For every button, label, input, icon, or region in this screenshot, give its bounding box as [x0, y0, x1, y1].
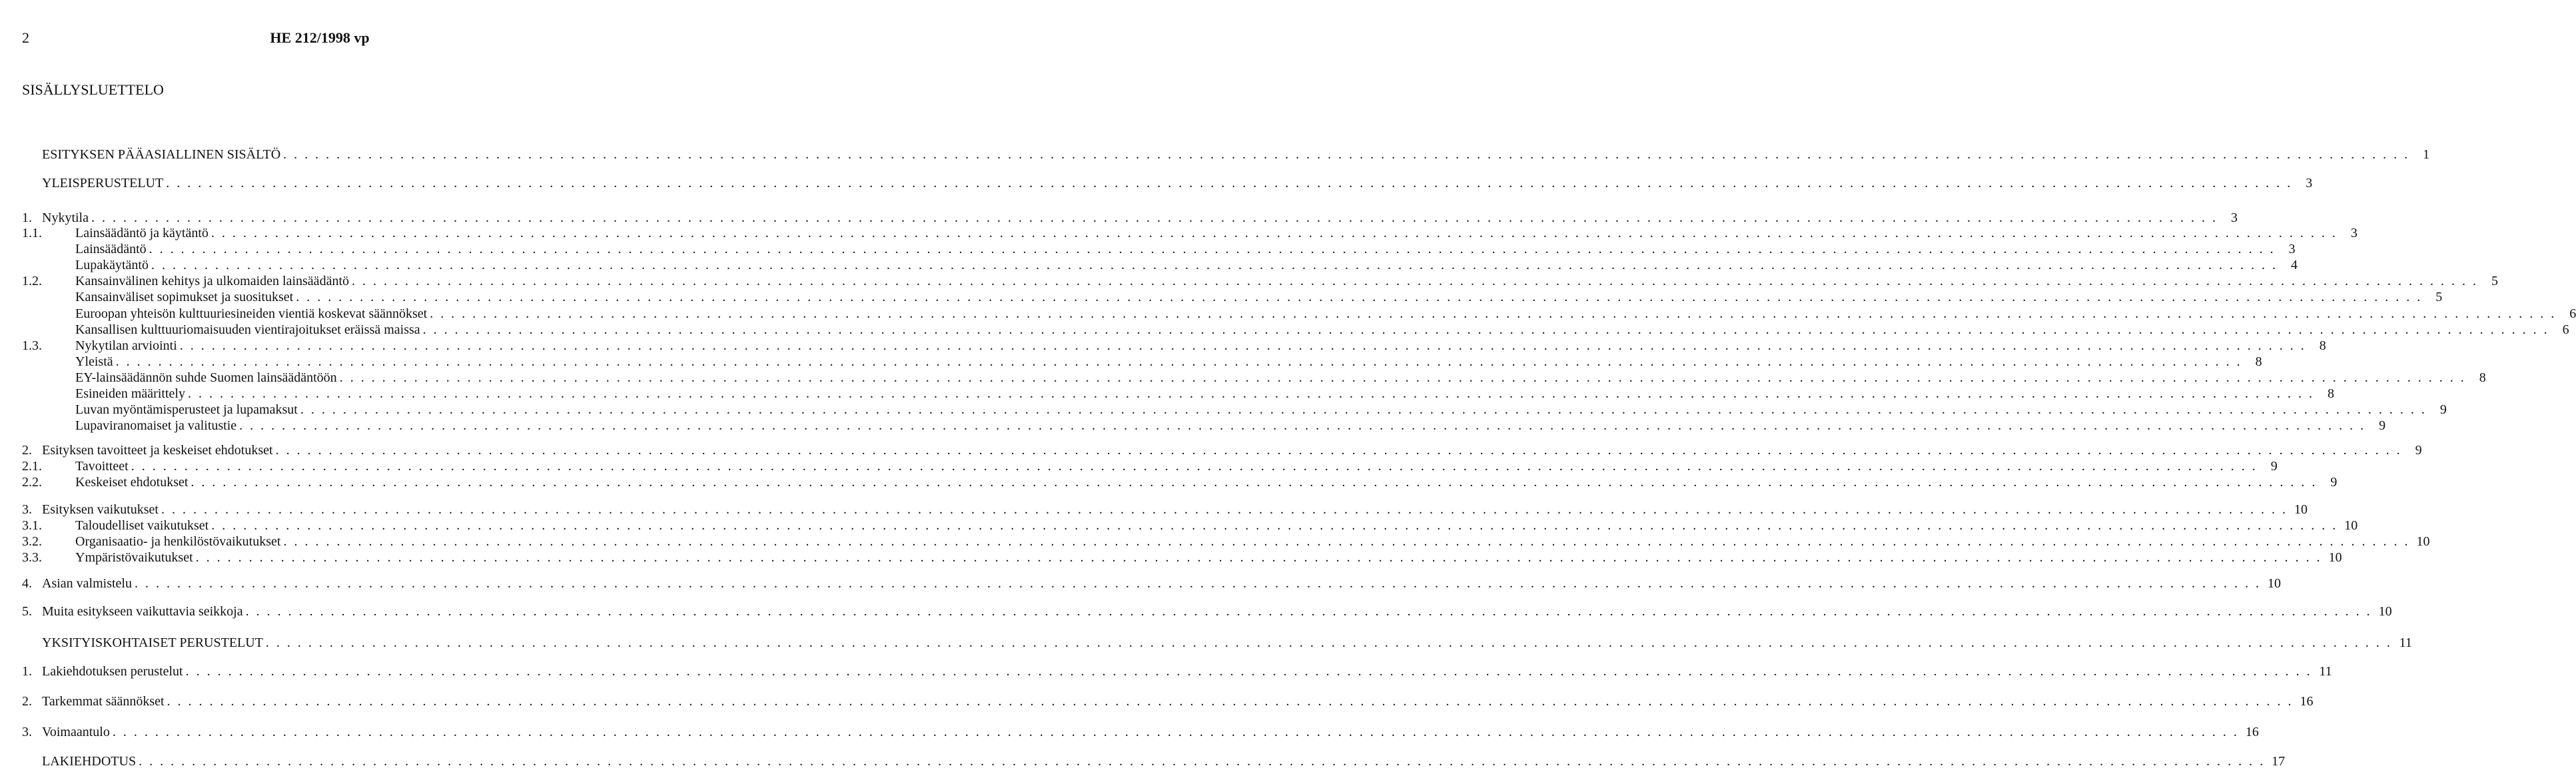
toc-entry-page: 10 [2344, 518, 2358, 533]
toc-entry-number: 1.3. [22, 338, 42, 353]
dot-leader: . . . . . . . . . . . . . . . . . . . . . . . . . . . . . . . . . . . . . . . . . . . . . . . . . . . . . . . . . . . . . . . . . . . . . . . . . . . . . . . . . . . . . . . . . . . . . . . . . . . . . . . . . . . . . . . . . . . . . . . . . . . . . . . . . . . . . . . . . . . . . . . . . . . . . . . . . . . . . . . . . . . . . . . . . . . . . . . . . . . . . . . . . . . . . . . . . . . . . . . . [300, 402, 2427, 417]
toc-entry-page: 10 [2294, 502, 2308, 517]
toc-entry-label: Yleistä [75, 354, 113, 369]
toc-entry [75, 306, 2576, 322]
dot-leader: . . . . . . . . . . . . . . . . . . . . . . . . . . . . . . . . . . . . . . . . . . . . . . . . . . . . . . . . . . . . . . . . . . . . . . . . . . . . . . . . . . . . . . . . . . . . . . . . . . . . . . . . . . . . . . . . . . . . . . . . . . . . . . . . . . . . . . . . . . . . . . . . . . . . . . . . . . . . . . . . . . . . . . . . . . . . . . . . . . . . . . . . . . . . . . . . . . . . . . . . [211, 518, 2338, 533]
toc-entry [22, 724, 2259, 740]
toc-entry [22, 550, 2342, 566]
toc-entry-label: Ympäristövaikutukset [75, 550, 193, 565]
toc-entry-page: 10 [2378, 604, 2392, 619]
toc-entry-number: 5. [22, 604, 32, 619]
toc-entry-page: 1 [2423, 147, 2430, 162]
toc-entry-number: 2. [22, 443, 32, 458]
toc-entry [75, 241, 2296, 257]
toc-entry [42, 635, 2412, 651]
toc-entry-label: Kansallisen kulttuuriomaisuuden vientirajoitukset eräissä maissa [75, 322, 420, 337]
dot-leader: . . . . . . . . . . . . . . . . . . . . . . . . . . . . . . . . . . . . . . . . . . . . . . . . . . . . . . . . . . . . . . . . . . . . . . . . . . . . . . . . . . . . . . . . . . . . . . . . . . . . . . . . . . . . . . . . . . . . . . . . . . . . . . . . . . . . . . . . . . . . . . . . . . . . . . . . . . . . . . . . . . . . . . . . . . . . . . . . . . . . . . . . . . . . . . . . . . . . . . . . [151, 258, 2278, 272]
toc-entry-label: Lupakäytäntö [75, 258, 149, 272]
toc-entry-label: Esityksen vaikutukset [42, 502, 159, 517]
toc-entry [22, 273, 2498, 289]
toc-entry-label: Keskeiset ehdotukset [75, 475, 189, 490]
dot-leader: . . . . . . . . . . . . . . . . . . . . . . . . . . . . . . . . . . . . . . . . . . . . . . . . . . . . . . . . . . . . . . . . . . . . . . . . . . . . . . . . . . . . . . . . . . . . . . . . . . . . . . . . . . . . . . . . . . . . . . . . . . . . . . . . . . . . . . . . . . . . . . . . . . . . . . . . . . . . . . . . . . . . . . . . . . . . . . . . . . . . . . . . . . . . . . . . . . . . . . . . [245, 604, 2372, 619]
toc-entry [42, 175, 2313, 191]
toc-entry [42, 147, 2430, 163]
toc-entry [22, 576, 2281, 591]
toc-entry-page: 3 [2231, 210, 2238, 225]
toc-entry-page: 11 [2399, 635, 2412, 650]
toc-entry [75, 386, 2334, 402]
toc-entry-label: Nykytila [42, 210, 89, 225]
toc-entry-number: 3.3. [22, 550, 42, 565]
dot-leader: . . . . . . . . . . . . . . . . . . . . . . . . . . . . . . . . . . . . . . . . . . . . . . . . . . . . . . . . . . . . . . . . . . . . . . . . . . . . . . . . . . . . . . . . . . . . . . . . . . . . . . . . . . . . . . . . . . . . . . . . . . . . . . . . . . . . . . . . . . . . . . . . . . . . . . . . . . . . . . . . . . . . . . . . . . . . . . . . . . . . . . . . . . . . . . . . . . . . . . . . [191, 475, 2318, 490]
toc-entry-label: Lainsäädäntö ja käytäntö [75, 226, 209, 240]
toc-entry-label: Tavoitteet [75, 459, 129, 474]
toc-entry-label: Lakiehdotuksen perustelut [42, 664, 183, 679]
toc-entry-label: YLEISPERUSTELUT [42, 176, 164, 191]
toc-entry-label: Esineiden määrittely [75, 386, 185, 401]
toc-entry [42, 753, 2286, 769]
toc-entry-number: 1.2. [22, 274, 42, 288]
dot-leader: . . . . . . . . . . . . . . . . . . . . . . . . . . . . . . . . . . . . . . . . . . . . . . . . . . . . . . . . . . . . . . . . . . . . . . . . . . . . . . . . . . . . . . . . . . . . . . . . . . . . . . . . . . . . . . . . . . . . . . . . . . . . . . . . . . . . . . . . . . . . . . . . . . . . . . . . . . . . . . . . . . . . . . . . . . . . . . . . . . . . . . . . . . . . . . . . . . . . . . . . [115, 354, 2242, 369]
toc-entry-page: 17 [2272, 754, 2286, 769]
dot-leader: . . . . . . . . . . . . . . . . . . . . . . . . . . . . . . . . . . . . . . . . . . . . . . . . . . . . . . . . . . . . . . . . . . . . . . . . . . . . . . . . . . . . . . . . . . . . . . . . . . . . . . . . . . . . . . . . . . . . . . . . . . . . . . . . . . . . . . . . . . . . . . . . . . . . . . . . . . . . . . . . . . . . . . . . . . . . . . . . . . . . . . . . . . . . . . . . . . . . . . . . [265, 635, 2392, 650]
toc-entry-label: Voimaantulo [42, 725, 110, 739]
toc-entry [75, 354, 2262, 370]
toc-entry [22, 518, 2358, 534]
dot-leader: . . . . . . . . . . . . . . . . . . . . . . . . . . . . . . . . . . . . . . . . . . . . . . . . . . . . . . . . . . . . . . . . . . . . . . . . . . . . . . . . . . . . . . . . . . . . . . . . . . . . . . . . . . . . . . . . . . . . . . . . . . . . . . . . . . . . . . . . . . . . . . . . . . . . . . . . . . . . . . . . . . . . . . . . . . . . . . . . . . . . . . . . . . . . . . . . . . . . . . . . [131, 459, 2258, 474]
toc-entry-page: 3 [2306, 176, 2313, 191]
toc-entry [22, 534, 2430, 550]
toc-entry [22, 502, 2308, 518]
toc-entry [22, 603, 2392, 619]
toc-entry-label: Asian valmistelu [42, 576, 132, 591]
toc-entry-page: 10 [2416, 534, 2430, 549]
toc-entry-number: 2.1. [22, 459, 42, 474]
toc-entry-label: Esityksen tavoitteet ja keskeiset ehdotukset [42, 443, 273, 458]
toc-entry [22, 693, 2314, 709]
toc-entry-label: Luvan myöntämisperusteet ja lupamaksut [75, 402, 298, 417]
toc-entry-label: EY-lainsäädännön suhde Suomen lainsäädäntöön [75, 370, 337, 385]
toc-entry-page: 4 [2290, 258, 2298, 272]
toc-entry-number: 1. [22, 210, 32, 225]
toc-entry-label: Muita esitykseen vaikuttavia seikkoja [42, 604, 243, 619]
toc-entry-label: Kansainvälinen kehitys ja ulkomaiden lainsäädäntö [75, 274, 349, 288]
dot-leader: . . . . . . . . . . . . . . . . . . . . . . . . . . . . . . . . . . . . . . . . . . . . . . . . . . . . . . . . . . . . . . . . . . . . . . . . . . . . . . . . . . . . . . . . . . . . . . . . . . . . . . . . . . . . . . . . . . . . . . . . . . . . . . . . . . . . . . . . . . . . . . . . . . . . . . . . . . . . . . . . . . . . . . . . . . . . . . . . . . . . . . . . . . . . . . . . . . . . . . . . [185, 664, 2312, 679]
toc-entry-page: 10 [2267, 576, 2281, 591]
toc-entry-label: Tarkemmat säännökset [42, 694, 165, 709]
toc-entry-label: Taloudelliset vaikutukset [75, 518, 209, 533]
dot-leader: . . . . . . . . . . . . . . . . . . . . . . . . . . . . . . . . . . . . . . . . . . . . . . . . . . . . . . . . . . . . . . . . . . . . . . . . . . . . . . . . . . . . . . . . . . . . . . . . . . . . . . . . . . . . . . . . . . . . . . . . . . . . . . . . . . . . . . . . . . . . . . . . . . . . . . . . . . . . . . . . . . . . . . . . . . . . . . . . . . . . . . . . . . . . . . . . . . . . . . . . [134, 576, 2261, 591]
dot-leader: . . . . . . . . . . . . . . . . . . . . . . . . . . . . . . . . . . . . . . . . . . . . . . . . . . . . . . . . . . . . . . . . . . . . . . . . . . . . . . . . . . . . . . . . . . . . . . . . . . . . . . . . . . . . . . . . . . . . . . . . . . . . . . . . . . . . . . . . . . . . . . . . . . . . . . . . . . . . . . . . . . . . . . . . . . . . . . . . . . . . . . . . . . . . . . . . . . . . . . . . [352, 274, 2478, 288]
toc-entry-number: 2.2. [22, 475, 42, 490]
toc-entry-page: 6 [2569, 306, 2576, 321]
dot-leader: . . . . . . . . . . . . . . . . . . . . . . . . . . . . . . . . . . . . . . . . . . . . . . . . . . . . . . . . . . . . . . . . . . . . . . . . . . . . . . . . . . . . . . . . . . . . . . . . . . . . . . . . . . . . . . . . . . . . . . . . . . . . . . . . . . . . . . . . . . . . . . . . . . . . . . . . . . . . . . . . . . . . . . . . . . . . . . . . . . . . . . . . . . . . . . . . . . . . . . . . [187, 386, 2314, 401]
toc-entry-label: Nykytilan arviointi [75, 338, 177, 353]
toc-entry-number: 4. [22, 576, 32, 591]
toc-entry [22, 225, 2358, 241]
toc-entry-page: 9 [2379, 418, 2386, 433]
toc-entry-page: 8 [2319, 338, 2326, 353]
toc-entry-number: 1. [22, 664, 32, 679]
toc-entry-number: 3. [22, 502, 32, 517]
toc-entry-page: 8 [2255, 354, 2262, 369]
toc-entry-label: YKSITYISKOHTAISET PERUSTELUT [42, 635, 263, 650]
toc-entry-number: 3.2. [22, 534, 42, 549]
toc-entry [22, 338, 2326, 354]
toc-entry-page: 3 [2350, 226, 2358, 240]
toc-entry-label: Organisaatio- ja henkilöstövaikutukset [75, 534, 281, 549]
toc-entry-page: 3 [2288, 242, 2296, 256]
toc-entry-page: 16 [2300, 694, 2314, 709]
dot-leader: . . . . . . . . . . . . . . . . . . . . . . . . . . . . . . . . . . . . . . . . . . . . . . . . . . . . . . . . . . . . . . . . . . . . . . . . . . . . . . . . . . . . . . . . . . . . . . . . . . . . . . . . . . . . . . . . . . . . . . . . . . . . . . . . . . . . . . . . . . . . . . . . . . . . . . . . . . . . . . . . . . . . . . . . . . . . . . . . . . . . . . . . . . . . . . . . . . . . . . . . [283, 147, 2410, 162]
toc-entry [22, 442, 2422, 458]
toc-entry [22, 474, 2338, 490]
document-id: HE 212/1998 vp [270, 29, 370, 46]
toc-entry-page: 9 [2439, 402, 2447, 417]
dot-leader: . . . . . . . . . . . . . . . . . . . . . . . . . . . . . . . . . . . . . . . . . . . . . . . . . . . . . . . . . . . . . . . . . . . . . . . . . . . . . . . . . . . . . . . . . . . . . . . . . . . . . . . . . . . . . . . . . . . . . . . . . . . . . . . . . . . . . . . . . . . . . . . . . . . . . . . . . . . . . . . . . . . . . . . . . . . . . . . . . . . . . . . . . . . . . . . . . . . . . . . . [179, 338, 2306, 353]
toc-entry [75, 370, 2486, 386]
dot-leader: . . . . . . . . . . . . . . . . . . . . . . . . . . . . . . . . . . . . . . . . . . . . . . . . . . . . . . . . . . . . . . . . . . . . . . . . . . . . . . . . . . . . . . . . . . . . . . . . . . . . . . . . . . . . . . . . . . . . . . . . . . . . . . . . . . . . . . . . . . . . . . . . . . . . . . . . . . . . . . . . . . . . . . . . . . . . . . . . . . . . . . . . . . . . . . . . . . . . . . . . [139, 754, 2266, 769]
dot-leader: . . . . . . . . . . . . . . . . . . . . . . . . . . . . . . . . . . . . . . . . . . . . . . . . . . . . . . . . . . . . . . . . . . . . . . . . . . . . . . . . . . . . . . . . . . . . . . . . . . . . . . . . . . . . . . . . . . . . . . . . . . . . . . . . . . . . . . . . . . . . . . . . . . . . . . . . . . . . . . . . . . . . . . . . . . . . . . . . . . . . . . . . . . . . . . . . . . . . . . . . [239, 418, 2366, 433]
toc-entry [75, 289, 2443, 305]
toc-entry-page: 8 [2327, 386, 2334, 401]
toc-entry-page: 5 [2491, 274, 2498, 288]
toc-entry [22, 663, 2332, 679]
toc-title: SISÄLLYSLUETTELO [22, 81, 164, 98]
dot-leader: . . . . . . . . . . . . . . . . . . . . . . . . . . . . . . . . . . . . . . . . . . . . . . . . . . . . . . . . . . . . . . . . . . . . . . . . . . . . . . . . . . . . . . . . . . . . . . . . . . . . . . . . . . . . . . . . . . . . . . . . . . . . . . . . . . . . . . . . . . . . . . . . . . . . . . . . . . . . . . . . . . . . . . . . . . . . . . . . . . . . . . . . . . . . . . . . . . . . . . . . [112, 725, 2239, 739]
toc-entry-label: Euroopan yhteisön kulttuuriesineiden vientiä koskevat säännökset [75, 306, 428, 321]
dot-leader: . . . . . . . . . . . . . . . . . . . . . . . . . . . . . . . . . . . . . . . . . . . . . . . . . . . . . . . . . . . . . . . . . . . . . . . . . . . . . . . . . . . . . . . . . . . . . . . . . . . . . . . . . . . . . . . . . . . . . . . . . . . . . . . . . . . . . . . . . . . . . . . . . . . . . . . . . . . . . . . . . . . . . . . . . . . . . . . . . . . . . . . . . . . . . . . . . . . . . . . . [211, 226, 2338, 240]
toc-entry-label: ESITYKSEN PÄÄASIALLINEN SISÄLTÖ [42, 147, 281, 162]
dot-leader: . . . . . . . . . . . . . . . . . . . . . . . . . . . . . . . . . . . . . . . . . . . . . . . . . . . . . . . . . . . . . . . . . . . . . . . . . . . . . . . . . . . . . . . . . . . . . . . . . . . . . . . . . . . . . . . . . . . . . . . . . . . . . . . . . . . . . . . . . . . . . . . . . . . . . . . . . . . . . . . . . . . . . . . . . . . . . . . . . . . . . . . . . . . . . . . . . . . . . . . . [275, 443, 2402, 458]
toc-entry-page: 9 [2330, 475, 2338, 490]
toc-entry [22, 458, 2278, 474]
dot-leader: . . . . . . . . . . . . . . . . . . . . . . . . . . . . . . . . . . . . . . . . . . . . . . . . . . . . . . . . . . . . . . . . . . . . . . . . . . . . . . . . . . . . . . . . . . . . . . . . . . . . . . . . . . . . . . . . . . . . . . . . . . . . . . . . . . . . . . . . . . . . . . . . . . . . . . . . . . . . . . . . . . . . . . . . . . . . . . . . . . . . . . . . . . . . . . . . . . . . . . . . [339, 370, 2466, 385]
toc-entry-label: Lupaviranomaiset ja valitustie [75, 418, 237, 433]
toc-entry [75, 322, 2569, 338]
toc-entry-label: Kansainväliset sopimukset ja suositukset [75, 290, 294, 304]
toc-entry-number: 3.1. [22, 518, 42, 533]
toc-entry-page: 16 [2245, 725, 2259, 739]
toc-entry [22, 210, 2238, 226]
toc-entry-page: 6 [2562, 322, 2569, 337]
toc-entry-page: 5 [2435, 290, 2443, 304]
dot-leader: . . . . . . . . . . . . . . . . . . . . . . . . . . . . . . . . . . . . . . . . . . . . . . . . . . . . . . . . . . . . . . . . . . . . . . . . . . . . . . . . . . . . . . . . . . . . . . . . . . . . . . . . . . . . . . . . . . . . . . . . . . . . . . . . . . . . . . . . . . . . . . . . . . . . . . . . . . . . . . . . . . . . . . . . . . . . . . . . . . . . . . . . . . . . . . . . . . . . . . . . [195, 550, 2322, 565]
dot-leader: . . . . . . . . . . . . . . . . . . . . . . . . . . . . . . . . . . . . . . . . . . . . . . . . . . . . . . . . . . . . . . . . . . . . . . . . . . . . . . . . . . . . . . . . . . . . . . . . . . . . . . . . . . . . . . . . . . . . . . . . . . . . . . . . . . . . . . . . . . . . . . . . . . . . . . . . . . . . . . . . . . . . . . . . . . . . . . . . . . . . . . . . . . . . . . . . . . . . . . . . [91, 210, 2218, 225]
page-number: 2 [22, 29, 29, 46]
dot-leader: . . . . . . . . . . . . . . . . . . . . . . . . . . . . . . . . . . . . . . . . . . . . . . . . . . . . . . . . . . . . . . . . . . . . . . . . . . . . . . . . . . . . . . . . . . . . . . . . . . . . . . . . . . . . . . . . . . . . . . . . . . . . . . . . . . . . . . . . . . . . . . . . . . . . . . . . . . . . . . . . . . . . . . . . . . . . . . . . . . . . . . . . . . . . . . . . . . . . . . . . [167, 694, 2294, 709]
toc-entry-page: 9 [2415, 443, 2422, 458]
dot-leader: . . . . . . . . . . . . . . . . . . . . . . . . . . . . . . . . . . . . . . . . . . . . . . . . . . . . . . . . . . . . . . . . . . . . . . . . . . . . . . . . . . . . . . . . . . . . . . . . . . . . . . . . . . . . . . . . . . . . . . . . . . . . . . . . . . . . . . . . . . . . . . . . . . . . . . . . . . . . . . . . . . . . . . . . . . . . . . . . . . . . . . . . . . . . . . . . . . . . . . . . [161, 502, 2288, 517]
dot-leader: . . . . . . . . . . . . . . . . . . . . . . . . . . . . . . . . . . . . . . . . . . . . . . . . . . . . . . . . . . . . . . . . . . . . . . . . . . . . . . . . . . . . . . . . . . . . . . . . . . . . . . . . . . . . . . . . . . . . . . . . . . . . . . . . . . . . . . . . . . . . . . . . . . . . . . . . . . . . . . . . . . . . . . . . . . . . . . . . . . . . . . . . . . . . . . . . . . . . . . . . [430, 306, 2557, 321]
toc-entry-page: 8 [2479, 370, 2486, 385]
toc-entry-page: 11 [2319, 664, 2332, 679]
dot-leader: . . . . . . . . . . . . . . . . . . . . . . . . . . . . . . . . . . . . . . . . . . . . . . . . . . . . . . . . . . . . . . . . . . . . . . . . . . . . . . . . . . . . . . . . . . . . . . . . . . . . . . . . . . . . . . . . . . . . . . . . . . . . . . . . . . . . . . . . . . . . . . . . . . . . . . . . . . . . . . . . . . . . . . . . . . . . . . . . . . . . . . . . . . . . . . . . . . . . . . . . [149, 242, 2276, 256]
toc-entry-page: 10 [2328, 550, 2342, 565]
dot-leader: . . . . . . . . . . . . . . . . . . . . . . . . . . . . . . . . . . . . . . . . . . . . . . . . . . . . . . . . . . . . . . . . . . . . . . . . . . . . . . . . . . . . . . . . . . . . . . . . . . . . . . . . . . . . . . . . . . . . . . . . . . . . . . . . . . . . . . . . . . . . . . . . . . . . . . . . . . . . . . . . . . . . . . . . . . . . . . . . . . . . . . . . . . . . . . . . . . . . . . . . [166, 176, 2293, 191]
toc-entry [75, 402, 2447, 418]
dot-leader: . . . . . . . . . . . . . . . . . . . . . . . . . . . . . . . . . . . . . . . . . . . . . . . . . . . . . . . . . . . . . . . . . . . . . . . . . . . . . . . . . . . . . . . . . . . . . . . . . . . . . . . . . . . . . . . . . . . . . . . . . . . . . . . . . . . . . . . . . . . . . . . . . . . . . . . . . . . . . . . . . . . . . . . . . . . . . . . . . . . . . . . . . . . . . . . . . . . . . . . . [422, 322, 2549, 337]
toc-entry-label: LAKIEHDOTUS [42, 754, 137, 769]
dot-leader: . . . . . . . . . . . . . . . . . . . . . . . . . . . . . . . . . . . . . . . . . . . . . . . . . . . . . . . . . . . . . . . . . . . . . . . . . . . . . . . . . . . . . . . . . . . . . . . . . . . . . . . . . . . . . . . . . . . . . . . . . . . . . . . . . . . . . . . . . . . . . . . . . . . . . . . . . . . . . . . . . . . . . . . . . . . . . . . . . . . . . . . . . . . . . . . . . . . . . . . . [296, 290, 2423, 304]
toc-entry-number: 1.1. [22, 226, 42, 240]
toc-entry-page: 9 [2270, 459, 2278, 474]
toc-entry-label: Lainsäädäntö [75, 242, 147, 256]
toc-entry [75, 257, 2298, 273]
toc-entry [75, 418, 2386, 434]
toc-entry-number: 2. [22, 694, 32, 709]
toc-entry-number: 3. [22, 725, 32, 739]
dot-leader: . . . . . . . . . . . . . . . . . . . . . . . . . . . . . . . . . . . . . . . . . . . . . . . . . . . . . . . . . . . . . . . . . . . . . . . . . . . . . . . . . . . . . . . . . . . . . . . . . . . . . . . . . . . . . . . . . . . . . . . . . . . . . . . . . . . . . . . . . . . . . . . . . . . . . . . . . . . . . . . . . . . . . . . . . . . . . . . . . . . . . . . . . . . . . . . . . . . . . . . . [283, 534, 2410, 549]
